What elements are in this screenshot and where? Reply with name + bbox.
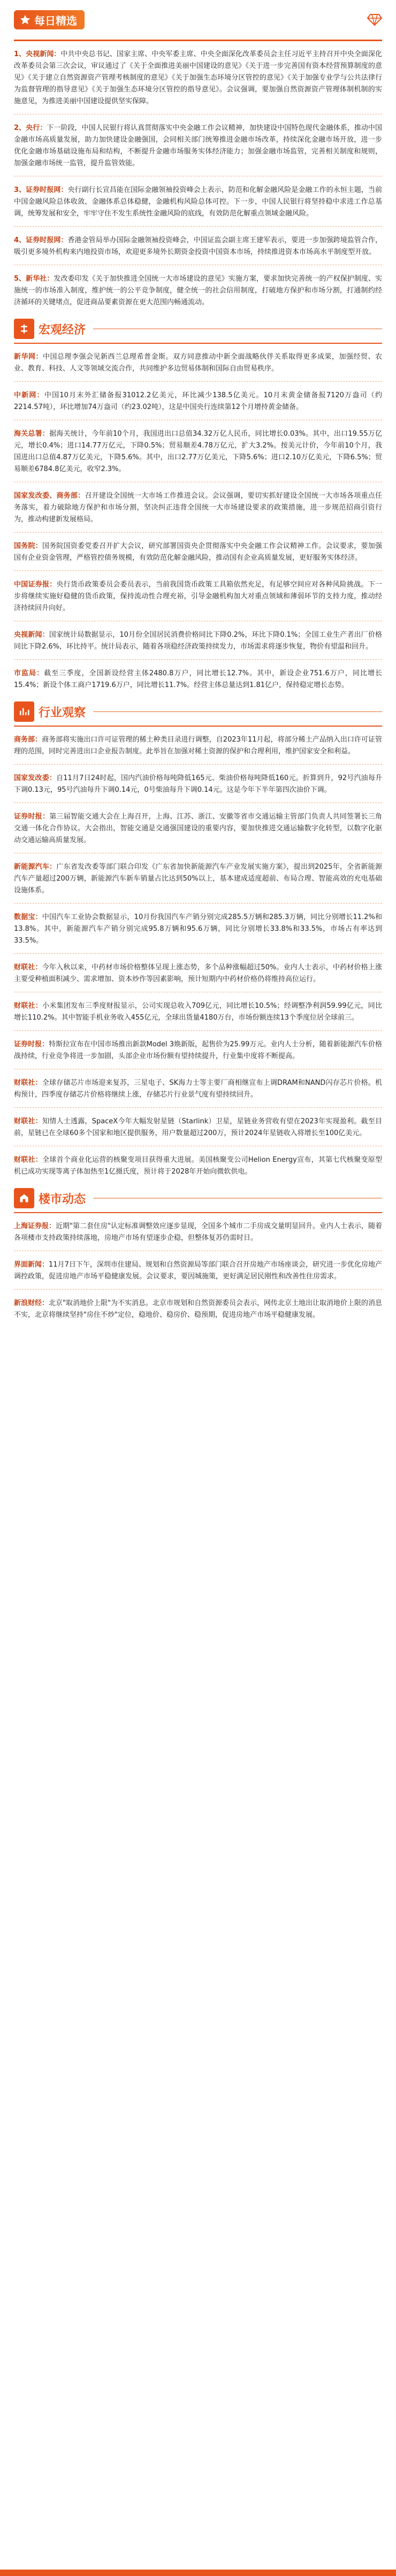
article-paragraph bbox=[14, 1000, 382, 1024]
article-text: 北京"取消地价上限"为不实消息。北京市规划和自然资源委员会表示，网传北京土地出让取消地价上限的消息不实，北京将继续坚持"房住不炒"定位，稳地价、稳房价、稳预期，促进房地产市场平稳健康发展。 bbox=[14, 1299, 382, 1319]
article-list-daily bbox=[14, 49, 382, 308]
article-paragraph bbox=[14, 629, 382, 653]
article-source: 中国证券报： bbox=[14, 581, 57, 589]
article-source: 界面新闻： bbox=[14, 1261, 49, 1269]
article-text: 特斯拉宣布在中国市场推出新款Model 3焕新版，起售价为25.99万元。业内人士分析，随着新能源汽车价格战持续，行业竞争将进一步加剧，头部企业市场份额有望持续提升，行业集中度将不断提高。 bbox=[14, 1040, 382, 1060]
section-header-daily-picks bbox=[14, 0, 382, 40]
article-paragraph bbox=[14, 1221, 382, 1244]
section-title: 每日精选 bbox=[34, 14, 77, 27]
article-paragraph bbox=[14, 351, 382, 375]
article-list-property bbox=[14, 1221, 382, 1321]
article-text: 11月7日下午，深圳市住建局、规划和自然资源局等部门联合召开房地产市场座谈会，研究进一步优化房地产调控政策，促进房地产市场平稳健康发展。会议要求，要因城施策，更好满足居民刚性和改善性住房需求。 bbox=[14, 1261, 382, 1281]
section-header-macro bbox=[14, 315, 382, 343]
divider bbox=[14, 803, 382, 804]
article-text: 近期"第二套住房"认定标准调整效应逐步显现，全国多个城市二手房成交量明显回升。业内人士表示，随着各项楼市支持政策持续落地，房地产市场有望逐步企稳，但整体复苏仍需时日。 bbox=[14, 1222, 382, 1242]
article-source: 财联社： bbox=[14, 963, 42, 971]
section-title: 宏观经济 bbox=[39, 323, 86, 337]
article-source: 上海证券报： bbox=[14, 1222, 56, 1230]
article-paragraph bbox=[14, 1259, 382, 1283]
article-source: 5、新华社： bbox=[14, 275, 54, 283]
section-rule bbox=[14, 40, 382, 41]
article-source: 证券时报： bbox=[14, 813, 50, 821]
article-source: 新华网： bbox=[14, 353, 43, 361]
article-source: 财联社： bbox=[14, 1156, 43, 1164]
article-text: 据海关统计，今年前10个月，我国进出口总值34.32万亿人民币，同比增长0.03%。其中，出口19.55万亿元，增长0.4%；进口14.77万亿元，下降0.5%；贸易顺差4.78万亿元，扩大3.2%。按美元计价，今年前10个月，我国进出口总值4.87万亿美元，下降5.6%。其中，出口2.77万亿美元，下降5.6%；进口2.10万亿美元，下降6.5%；贸易顺差6784.8亿美元，收窄2.3%。 bbox=[14, 430, 382, 473]
article-paragraph bbox=[14, 490, 382, 526]
section-rule bbox=[14, 1212, 382, 1213]
section-title: 楼市动态 bbox=[39, 1192, 86, 1206]
article-text: 全球首个商业化运营的核聚变项目获得重大进展。美国核聚变公司Helion Energy宣布，其第七代核聚变原型机已成功实现等离子体加热至1亿摄氏度，预计将于2028年开始向微软供电。 bbox=[14, 1156, 382, 1176]
article-paragraph bbox=[14, 1298, 382, 1321]
divider bbox=[14, 1107, 382, 1108]
article-source: 数据宝： bbox=[14, 913, 42, 921]
section-line bbox=[93, 711, 382, 712]
article-paragraph bbox=[14, 273, 382, 308]
article-paragraph bbox=[14, 1116, 382, 1139]
divider bbox=[14, 1289, 382, 1290]
article-source: 商务部： bbox=[14, 736, 42, 744]
article-text: 央行副行长宣昌能在国际金融领袖投资峰会上表示，防范和化解金融风险是金融工作的永恒主题，当前中国金融风险总体收敛，金融体系总体稳健，金融机构风险总体可控。下一步，中国人民银行将坚持稳中求进工作总基调，统筹发展和安全，牢牢守住不发生系统性金融风险的底线，有效防范化解重点领域金融风险。 bbox=[14, 186, 382, 218]
article-text: 召开建设全国统一大市场工作推进会议。会议强调，要切实抓好建设全国统一大市场各项重点任务落实，着力破除地方保护和市场分割，坚决纠正违背全国统一大市场建设要求的政策措施，进一步规范招商引资行为，推动构建新发展格局。 bbox=[14, 492, 382, 523]
article-source: 4、证券时报网： bbox=[14, 236, 68, 244]
divider bbox=[14, 764, 382, 765]
article-list-macro bbox=[14, 351, 382, 691]
divider bbox=[14, 420, 382, 421]
article-paragraph bbox=[14, 773, 382, 796]
article-source: 2、央行： bbox=[14, 124, 47, 132]
article-source: 1、央视新闻： bbox=[14, 50, 61, 58]
article-source: 市监局： bbox=[14, 669, 44, 677]
footer-bar bbox=[0, 2570, 396, 2576]
divider bbox=[14, 114, 382, 115]
article-text: 全球存储芯片市场迎来复苏，三星电子、SK海力士等主要厂商相继宣布上调DRAM和NAND闪存芯片价格。机构预计，四季度存储芯片价格将继续上涨，存储芯片行业景气度有望持续回升。 bbox=[14, 1079, 382, 1099]
section-number-icon bbox=[14, 701, 34, 722]
article-text: 中国汽车工业协会数据显示，10月份我国汽车产销分别完成285.5万辆和285.3万辆，同比分别增长11.2%和13.8%。其中，新能源汽车产销分别完成95.8万辆和95.6万辆，同比分别增长33.8%和33.5%，市场占有率达到33.5%。 bbox=[14, 913, 382, 945]
article-source: 国家发改委： bbox=[14, 774, 57, 782]
article-source: 央视新闻： bbox=[14, 631, 49, 639]
article-source: 国务院： bbox=[14, 542, 42, 550]
article-text: 小米集团发布三季度财报显示，公司实现总收入709亿元，同比增长10.5%；经调整净利润59.99亿元，同比增长110.2%。其中智能手机业务收入455亿元，全球出货量4180万台，市场份额连续13个季度位居全球前三。 bbox=[14, 1002, 382, 1022]
article-paragraph bbox=[14, 811, 382, 846]
article-paragraph bbox=[14, 1154, 382, 1178]
article-source: 财联社： bbox=[14, 1002, 43, 1010]
article-source: 新浪财经： bbox=[14, 1299, 49, 1307]
section-badge bbox=[14, 10, 85, 29]
article-source: 财联社： bbox=[14, 1117, 42, 1125]
divider bbox=[14, 482, 382, 483]
article-text: 中国总理李强会见新西兰总理希普金斯。双方同意推动中新全面战略伙伴关系取得更多成果，加强经贸、农业、教育、科技、人文等领域交流合作，共同维护多边贸易体制和国际自由贸易秩序。 bbox=[14, 353, 382, 373]
article-source: 证券时报： bbox=[14, 1040, 49, 1048]
star-icon bbox=[19, 14, 31, 26]
section-line bbox=[93, 328, 382, 329]
article-list-industry bbox=[14, 734, 382, 1178]
article-text: 自11月7日24时起，国内汽油价格每吨降低165元、柴油价格每吨降低160元。折算到升，92号汽油每升下调0.13元，95号汽油每升下调0.14元，0号柴油每升下调0.14元。这是今年下半年第四次油价下调。 bbox=[14, 774, 382, 794]
diamond-icon bbox=[367, 13, 382, 26]
article-text: 发改委印发《关于加快推进全国统一大市场建设的意见》实施方案，要求加快完善统一的产权保护制度、实施统一的市场准入制度，维护统一的公平竞争制度，健全统一的社会信用制度，打破地方保护和市场分割，打通制约经济循环的关键堵点，促进商品要素资源在更大范围内畅通流动。 bbox=[14, 275, 382, 306]
article-paragraph bbox=[14, 912, 382, 947]
article-paragraph bbox=[14, 541, 382, 564]
article-paragraph bbox=[14, 184, 382, 220]
article-source: 新能源汽车： bbox=[14, 863, 57, 871]
article-text: 香港金管局举办国际金融领袖投资峰会，中国证监会副主席王建军表示，要进一步加强跨境监管合作，吸引更多境外机构来内地投资市场，欢迎更多境外长期资金投资中国资本市场，持续推进资本市场高水平制度型开放。 bbox=[14, 236, 382, 256]
section-title: 行业观察 bbox=[39, 706, 86, 720]
section-rule bbox=[14, 343, 382, 344]
article-text: 央行货币政策委员会委员表示，当前我国货币政策工具箱依然充足，有足够空间应对各种风险挑战。下一步将继续实施好稳健的货币政策，保持流动性合理充裕，引导金融机构加大对重点领域和薄弱环节的支持力度，推动经济持续回升向好。 bbox=[14, 581, 382, 612]
divider bbox=[14, 176, 382, 177]
section-header-industry bbox=[14, 698, 382, 726]
article-text: 国家统计局数据显示，10月份全国居民消费价格同比下降0.2%，环比下降0.1%；全国工业生产者出厂价格同比下降2.6%，环比持平。统计局表示，随着各项稳经济政策持续发力，市场需求将逐步恢复，物价有望温和回升。 bbox=[14, 631, 382, 651]
article-text: 第三届智能交通大会在上海召开，上海、江苏、浙江、安徽等省市交通运输主管部门负责人共同签署长三角交通一体化合作协议。大会指出，智能交通是交通强国建设的重要内容，要加快推进交通运输数字化转型，以数字化驱动交通运输高质量发展。 bbox=[14, 813, 382, 844]
divider bbox=[14, 903, 382, 904]
article-paragraph bbox=[14, 428, 382, 475]
article-paragraph bbox=[14, 390, 382, 413]
article-paragraph bbox=[14, 1077, 382, 1101]
article-paragraph bbox=[14, 1039, 382, 1062]
article-text: 今年入秋以来，中药材市场价格整体呈现上涨态势，多个品种涨幅超过50%。业内人士表示，中药材价格上涨主要受种植面积减少、需求增加、资本炒作等因素影响，预计短期内中药材价格仍将维持高位运行。 bbox=[14, 963, 382, 983]
article-source: 海关总署： bbox=[14, 430, 50, 438]
divider bbox=[14, 1030, 382, 1031]
article-text: 国务院国资委党委召开扩大会议，研究部署国资央企贯彻落实中央金融工作会议精神工作。会议要求，要加强国有企业资金管理，严格管控债务规模，有效防范化解金融风险，推动国有企业高质量发展，更好服务实体经济。 bbox=[14, 542, 382, 562]
divider bbox=[14, 659, 382, 660]
article-source: 财联社： bbox=[14, 1079, 42, 1087]
divider bbox=[14, 1251, 382, 1252]
divider bbox=[14, 953, 382, 954]
article-text: 截至三季度，全国新设经营主体2480.8万户，同比增长12.7%。其中，新设企业751.6万户，同比增长15.4%；新设个体工商户1719.6万户，同比增长11.7%。经营主体总量达到1.81亿户，保持稳定增长态势。 bbox=[14, 669, 382, 689]
article-paragraph bbox=[14, 49, 382, 107]
divider bbox=[14, 381, 382, 382]
section-number-icon bbox=[14, 319, 34, 339]
divider bbox=[14, 1069, 382, 1070]
article-text: 商务部将实施出口许可证管理的稀土种类目录进行调整，自2023年11月起，将部分稀土产品纳入出口许可证管理的范围，同时完善进出口企业报告制度。此举旨在加强对稀土资源的保护和合理利用，维护国家安全和利益。 bbox=[14, 736, 382, 755]
article-text: 下一阶段，中国人民银行将认真贯彻落实中央金融工作会议精神，加快建设中国特色现代金融体系，推动中国金融市场高质量发展，助力加快建设金融强国，会同相关部门统筹推进金融市场改革，持续深化金融市场开放，进一步优化金融市场基础设施布局和结构，不断提升金融市场服务实体经济能力；加强金融市场监管，完善相关制度和规则，加强金融市场统一监管，提升监管效能。 bbox=[14, 124, 382, 167]
section-rule bbox=[14, 726, 382, 727]
section-line bbox=[93, 1198, 382, 1199]
divider bbox=[14, 621, 382, 622]
article-source: 中新网： bbox=[14, 391, 44, 399]
article-paragraph bbox=[14, 668, 382, 691]
section-number-icon bbox=[14, 1188, 34, 1208]
divider bbox=[14, 532, 382, 533]
divider bbox=[14, 265, 382, 266]
article-paragraph bbox=[14, 734, 382, 758]
article-text: 中国10月末外汇储备报31012.2亿美元，环比减少138.5亿美元。10月末黄金储备报7120万盎司（约2214.57吨），环比增加74万盎司（约23.02吨），这是中国央行连续第12个月增持黄金储备。 bbox=[14, 391, 382, 411]
article-paragraph bbox=[14, 579, 382, 614]
divider bbox=[14, 570, 382, 572]
article-paragraph bbox=[14, 861, 382, 897]
article-paragraph bbox=[14, 122, 382, 169]
article-paragraph bbox=[14, 962, 382, 985]
divider bbox=[14, 992, 382, 993]
article-text: 中共中央总书记、国家主席、中央军委主席、中央全面深化改革委员会主任习近平主持召开中央全面深化改革委员会第三次会议，审议通过了《关于全面推进美丽中国建设的意见》《关于进一步完善国有资本经营预算制度的意见》《关于建立自然资源资产管理考核制度的意见》《关于加强生态环境分区管控的意见》《关于加强专业学与公共法律行为监督管理的指导意见》《关于加强生态环境分区管控的指导意见》。会议强调，要加强自然资源资产管理体制机制的实施意见，为推进美丽中国建设提供坚实保障。 bbox=[14, 50, 382, 105]
article-source: 国家发改委、商务部： bbox=[14, 492, 85, 500]
article-source: 3、证券时报网： bbox=[14, 186, 68, 194]
divider bbox=[14, 853, 382, 854]
article-paragraph bbox=[14, 235, 382, 258]
divider bbox=[14, 226, 382, 227]
divider bbox=[14, 1146, 382, 1147]
article-text: 广东省发改委等部门联合印发《广东省加快新能源汽车产业发展实施方案》，提出到2025年，全省新能源汽车产量超过200万辆，新能源汽车新车销量占比达到50%以上，基本建成适度超前、布局合理、智能高效的充电基础设施体系。 bbox=[14, 863, 382, 894]
section-header-property bbox=[14, 1184, 382, 1212]
article-text: 知情人士透露，SpaceX今年大幅发射星链（Starlink）卫星，星链业务营收有望在2023年实现盈利。截至目前，星链已在全球60多个国家和地区提供服务，用户数量超过200万，预计2024年星链收入将增长至100亿美元。 bbox=[14, 1117, 382, 1137]
